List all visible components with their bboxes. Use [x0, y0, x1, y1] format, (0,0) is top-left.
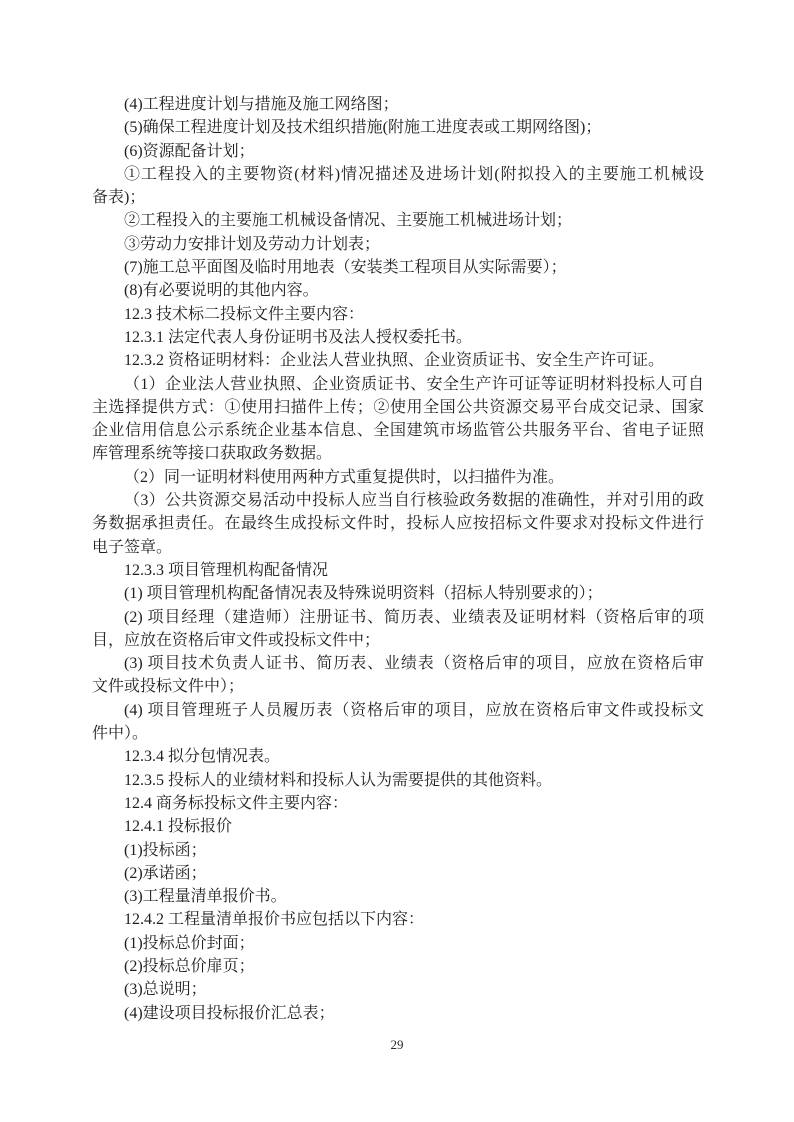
text-line: (4) 项目管理班子人员履历表（资格后审的项目，应放在资格后审文件或投标文 [124, 701, 704, 719]
text-line: 12.4.1 投标报价 [124, 818, 233, 836]
text-line: 库管理系统等接口获取政务数据。 [92, 445, 333, 463]
text-line: (6)资源配备计划； [124, 142, 255, 160]
text-line: (3)总说明； [124, 981, 207, 999]
text-line: （1）企业法人营业执照、企业资质证书、安全生产许可证等证明材料投标人可自 [124, 375, 704, 393]
text-line: 电子签章。 [92, 538, 173, 556]
text-line: (7)施工总平面图及临时用地表（安装类工程项目从实际需要）； [124, 259, 567, 277]
text-line: （2）同一证明材料使用两种方式重复提供时，以扫描件为准。 [124, 468, 565, 486]
text-line: 目，应放在资格后审文件或投标文件中； [92, 631, 381, 649]
text-line: ③劳动力安排计划及劳动力计划表； [124, 235, 381, 253]
text-line: ①工程投入的主要物资(材料)情况描述及进场计划(附拟投入的主要施工机械设 [124, 165, 704, 183]
text-line: 文件或投标文件中）； [92, 678, 245, 696]
text-line: 12.4.2 工程量清单报价书应包括以下内容： [124, 911, 425, 929]
text-line: （3）公共资源交易活动中投标人应当自行核验政务数据的准确性，并对引用的政 [124, 492, 704, 510]
text-line: 主选择提供方式：①使用扫描件上传；②使用全国公共资源交易平台成交记录、国家 [92, 398, 704, 416]
text-line: (1)投标总价封面； [124, 934, 255, 952]
text-line: ②工程投入的主要施工机械设备情况、主要施工机械进场计划； [124, 212, 573, 230]
text-line: 12.4 商务标投标文件主要内容： [124, 794, 349, 812]
text-line: 12.3 技术标二投标文件主要内容： [124, 305, 365, 323]
document-body [92, 93, 704, 1025]
text-line: (3) 项目技术负责人证书、简历表、业绩表（资格后审的项目，应放在资格后审 [124, 655, 704, 673]
text-line: 12.3.1 法定代表人身份证明书及法人授权委托书。 [124, 328, 473, 346]
text-line: 12.3.3 项目管理机构配备情况 [124, 561, 329, 579]
text-line: 务数据承担责任。在最终生成投标文件时，投标人应按招标文件要求对投标文件进行 [92, 515, 704, 533]
text-line: 企业信用信息公示系统企业基本信息、全国建筑市场监管公共服务平台、省电子证照 [92, 422, 704, 440]
text-line: (2)投标总价扉页； [124, 957, 255, 975]
text-line: (1)投标函； [124, 841, 207, 859]
text-line: 备表)； [92, 189, 146, 207]
text-line: (4)工程进度计划与措施及施工网络图； [124, 96, 399, 113]
text-line: (8)有必要说明的其他内容。 [124, 282, 319, 300]
text-line: (3)工程量清单报价书。 [124, 888, 287, 906]
text-line: 件中）。 [92, 725, 149, 743]
text-line: (2) 项目经理（建造师）注册证书、简历表、业绩表及证明材料（资格后审的项 [124, 608, 704, 626]
text-line: (1) 项目管理机构配备情况表及特殊说明资料（招标人特别要求的）； [124, 585, 603, 603]
text-line: (4)建设项目投标报价汇总表； [124, 1004, 335, 1022]
text-line: 12.3.5 投标人的业绩材料和投标人认为需要提供的其他资料。 [124, 771, 553, 789]
text-line: (2)承诺函； [124, 864, 207, 882]
text-line: 12.3.2 资格证明材料：企业法人营业执照、企业资质证书、安全生产许可证。 [124, 352, 665, 370]
text-line: 12.3.4 拟分包情况表。 [124, 748, 281, 766]
text-line: (5)确保工程进度计划及技术组织措施(附施工进度表或工期网络图)； [124, 119, 602, 137]
page-number: 29 [390, 1037, 404, 1052]
